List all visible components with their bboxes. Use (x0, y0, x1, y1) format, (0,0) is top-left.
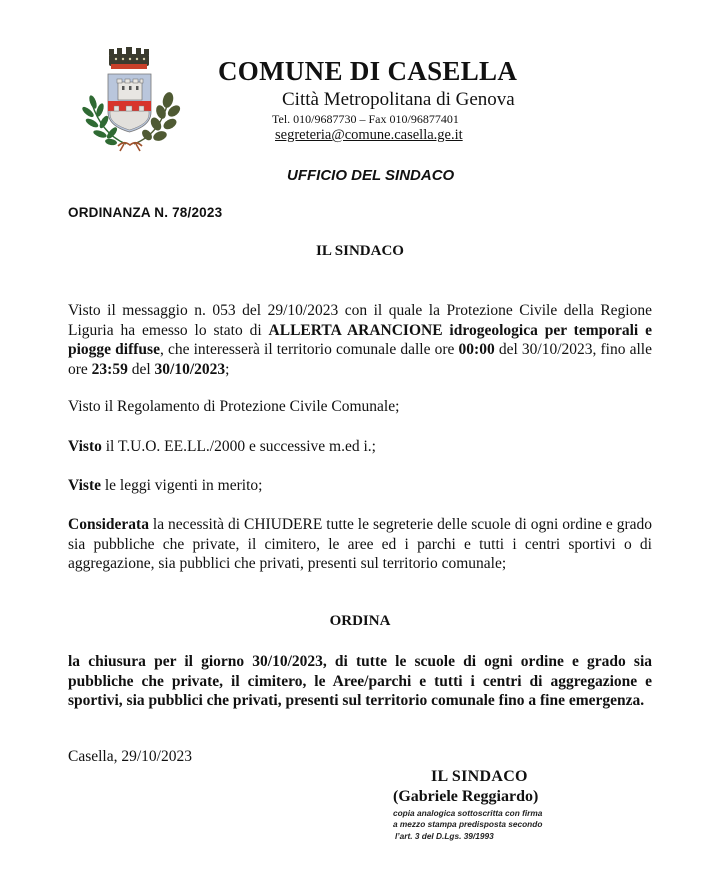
office-heading: UFFICIO DEL SINDACO (287, 167, 455, 184)
premise-keyword: Visto (68, 438, 102, 455)
ribbon-icon (118, 143, 142, 151)
crest-icon (74, 44, 186, 154)
order-heading: ORDINA (329, 613, 391, 629)
premise-text: le leggi vigenti in merito; (101, 477, 263, 494)
municipality-title: COMUNE DI CASELLA (218, 56, 518, 86)
signature-note (393, 808, 542, 842)
place-and-date: Casella, 29/10/2023 (68, 748, 192, 765)
contact-phone-fax: Tel. 010/9687730 – Fax 010/96877401 (272, 112, 459, 126)
signature-note-line: copia analogica sottoscritta con firma (393, 808, 543, 818)
order-body: la chiusura per il giorno 30/10/2023, di tutte le scuole di ogni ordine e grado sia pubbliche che private, il cimitero, le Aree/parchi e tutti i centri di aggregazione e sportivi, sia pubblici che privati, presenti sul territorio comunale fino a fine emergenza. (68, 653, 652, 709)
premise-text: il T.U.O. EE.LL./2000 e successive m.ed i.; (101, 438, 376, 455)
shield-icon (108, 74, 151, 132)
email-link[interactable]: segreteria@comune.casella.ge.it (275, 127, 463, 143)
signer-name: (Gabriele Reggiardo) (393, 788, 539, 805)
premise-keyword: Considerata (68, 516, 149, 533)
coat-of-arms-logo (74, 44, 186, 154)
alert-level: ALLERTA ARANCIONE idrogeologica per temporali e piogge diffuse (68, 321, 652, 359)
mayor-heading: IL SINDACO (316, 243, 404, 259)
premise-regulation: Visto il Regolamento di Protezione Civile Comunale; (68, 398, 400, 415)
premise-keyword: Viste (68, 477, 101, 494)
ordinance-number: ORDINANZA N. 78/2023 (68, 205, 223, 220)
premise-text: del (127, 360, 155, 378)
signer-title: IL SINDACO (431, 768, 528, 785)
premise-text: ; (225, 360, 230, 378)
premise-text: Visto il messaggio n. 053 del 29/10/2023 con il quale la Protezione Civile della Regione Liguria ha emesso lo stato di (68, 302, 652, 339)
crown-icon (109, 47, 149, 69)
premise-laws (68, 476, 652, 496)
alert-end-date: 30/10/2023 (154, 360, 226, 378)
premise-text: la necessità di CHIUDERE tutte le segreterie delle scuole di ogni ordine e grado sia pubbliche che private, il cimitero, le aree ed i parchi e tutti i centri sportivi o di aggregazione, sia pubblici che privati, presenti sul territorio comunale; (68, 516, 652, 573)
municipality-subtitle: Città Metropolitana di Genova (282, 89, 515, 110)
alert-end-time: 23:59 (91, 360, 128, 378)
signature-note-line: l’art. 3 del D.Lgs. 39/1993 (395, 830, 494, 841)
premise-text: del 30/10/2023, fino alle ore (68, 341, 652, 378)
premise-tuo (68, 437, 652, 457)
premise-necessity (68, 515, 652, 574)
premise-text: , che interesserà il territorio comunale dalle ore (159, 341, 459, 359)
premise-alert-message (68, 301, 652, 379)
signature-note-line: a mezzo stampa predisposta secondo (393, 819, 543, 830)
alert-start-time: 00:00 (458, 341, 495, 359)
